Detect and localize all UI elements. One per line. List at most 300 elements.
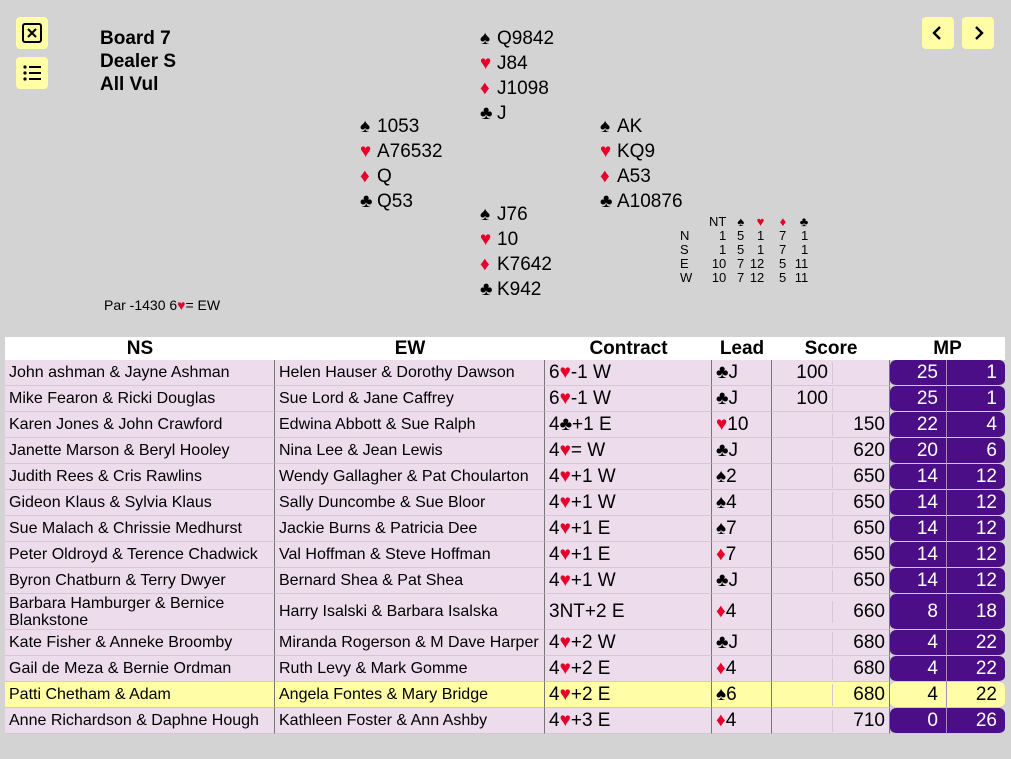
mp-ew: 4	[947, 412, 1005, 438]
hand-east	[600, 114, 683, 214]
table-row[interactable]	[5, 438, 1005, 464]
table-row[interactable]	[5, 490, 1005, 516]
score-ns	[772, 684, 833, 706]
dd-tricks: 7	[779, 228, 787, 243]
dd-row	[680, 229, 808, 243]
mp-ns: 22	[890, 412, 947, 438]
dd-tricks: 7	[737, 270, 745, 285]
score-ew: 710	[853, 709, 885, 731]
table-row[interactable]	[5, 412, 1005, 438]
north-diamonds: ♦ J1098	[480, 78, 549, 99]
score	[772, 682, 890, 708]
spade-icon: ♠	[716, 517, 727, 539]
heart-icon: ♥	[559, 569, 571, 591]
hand-west	[360, 114, 443, 214]
lead-card: 4	[725, 709, 737, 731]
ew-pair: Sue Lord & Jane Caffrey	[275, 386, 545, 412]
north-hearts: ♥ J84	[480, 53, 528, 74]
score	[772, 412, 890, 438]
club-icon: ♣	[716, 387, 729, 409]
lead-card: 4	[725, 600, 737, 622]
contract-level: 4	[549, 491, 560, 513]
contract-level: 4	[549, 569, 560, 591]
spade-icon: ♠	[480, 28, 491, 49]
col-header-lead[interactable]: Lead	[712, 337, 772, 360]
ns-pair: Patti Chetham & Adam	[5, 682, 275, 708]
mp-ns: 14	[890, 516, 947, 542]
close-box-icon	[21, 22, 43, 44]
heart-icon: ♥	[559, 683, 571, 705]
diamond-icon: ♦	[716, 657, 726, 679]
club-icon: ♣	[600, 191, 613, 212]
contract-result: +3 E	[570, 709, 611, 731]
opening-lead	[712, 386, 772, 412]
score-ew: 150	[853, 413, 885, 435]
close-button[interactable]	[16, 17, 48, 49]
spade-icon: ♠	[480, 204, 491, 225]
score-ns: 100	[772, 388, 833, 410]
north-spades: ♠ Q9842	[480, 28, 555, 49]
score-ns	[772, 710, 833, 732]
contract-result: +2 E	[570, 683, 611, 705]
opening-lead	[712, 412, 772, 438]
mp-ns: 25	[890, 386, 947, 412]
contract-result: +1 E	[570, 517, 611, 539]
ew-pair: Bernard Shea & Pat Shea	[275, 568, 545, 594]
heart-icon: ♥	[559, 517, 571, 539]
diamond-icon: ♦	[480, 78, 490, 99]
mp-ew: 12	[947, 490, 1005, 516]
dd-header-spade-icon: ♠	[737, 214, 745, 229]
opening-lead	[712, 682, 772, 708]
ns-pair: Mike Fearon & Ricki Douglas	[5, 386, 275, 412]
dd-row	[680, 257, 808, 271]
score	[772, 386, 890, 412]
mp-ew: 22	[947, 656, 1005, 682]
table-row[interactable]	[5, 360, 1005, 386]
opening-lead	[712, 568, 772, 594]
table-row[interactable]	[5, 682, 1005, 708]
heart-icon: ♥	[559, 631, 571, 653]
heart-icon: ♥	[480, 53, 492, 74]
ew-pair: Kathleen Foster & Ann Ashby	[275, 708, 545, 734]
table-row[interactable]	[5, 542, 1005, 568]
dd-header-club-icon: ♣	[799, 214, 809, 229]
col-header-contract[interactable]: Contract	[545, 337, 712, 360]
dd-tricks: 5	[737, 228, 745, 243]
table-row[interactable]	[5, 594, 1005, 630]
mp-ew: 12	[947, 568, 1005, 594]
south-clubs: ♣ K942	[480, 279, 542, 300]
club-icon: ♣	[480, 279, 493, 300]
score-ew: 650	[853, 569, 885, 591]
ew-pair: Val Hoffman & Steve Hoffman	[275, 542, 545, 568]
contract	[545, 490, 712, 516]
east-diamonds: ♦ A53	[600, 166, 651, 187]
score-ew	[833, 388, 889, 410]
west-spades: ♠ 1053	[360, 116, 420, 137]
score-ew: 680	[853, 657, 885, 679]
ew-pair: Wendy Gallagher & Pat Choularton	[275, 464, 545, 490]
contract	[545, 568, 712, 594]
ew-pair: Harry Isalski & Barbara Isalska	[275, 594, 545, 630]
contract	[545, 464, 712, 490]
diamond-icon: ♦	[360, 166, 370, 187]
score	[772, 656, 890, 682]
mp-ns: 14	[890, 542, 947, 568]
contract-result: +1 W	[570, 465, 616, 487]
contract-level: 4	[549, 683, 560, 705]
dd-header-nt: NT	[708, 214, 727, 229]
col-header-score[interactable]: Score	[772, 337, 890, 360]
contract	[545, 682, 712, 708]
heart-icon: ♥	[559, 465, 571, 487]
score	[772, 630, 890, 656]
score-ns	[772, 601, 833, 623]
club-icon: ♣	[716, 439, 729, 461]
west-clubs: ♣ Q53	[360, 191, 413, 212]
score-ns	[772, 544, 833, 566]
dd-tricks: 12	[749, 256, 765, 271]
ns-pair: Barbara Hamburger & Bernice Blankstone	[5, 594, 275, 630]
mp-ns: 4	[890, 656, 947, 682]
contract-level: 4	[549, 543, 560, 565]
ns-pair: Karen Jones & John Crawford	[5, 412, 275, 438]
lead-card: J	[728, 439, 738, 461]
ns-pair: Byron Chatburn & Terry Dwyer	[5, 568, 275, 594]
score	[772, 516, 890, 542]
opening-lead	[712, 516, 772, 542]
table-row[interactable]	[5, 516, 1005, 542]
mp-ew: 1	[947, 360, 1005, 386]
lead-card: 10	[727, 413, 749, 435]
score	[772, 708, 890, 734]
score-ew: 660	[853, 600, 885, 622]
next-board-button[interactable]	[962, 17, 994, 49]
contract-result: +2 E	[584, 600, 625, 622]
dd-row	[680, 243, 808, 257]
lead-card: 7	[725, 543, 737, 565]
table-row[interactable]	[5, 656, 1005, 682]
contract	[545, 412, 712, 438]
lead-card: 7	[726, 517, 737, 539]
club-icon: ♣	[716, 361, 729, 383]
lead-card: 4	[725, 657, 737, 679]
contract-result: -1 W	[570, 361, 611, 383]
dd-header-row	[680, 215, 808, 229]
score-ns	[772, 632, 833, 654]
ns-pair: Gail de Meza & Bernie Ordman	[5, 656, 275, 682]
opening-lead	[712, 630, 772, 656]
opening-lead	[712, 490, 772, 516]
ns-pair: Gideon Klaus & Sylvia Klaus	[5, 490, 275, 516]
score-ns	[772, 440, 833, 462]
contract	[545, 438, 712, 464]
heart-icon: ♥	[559, 387, 571, 409]
mp-ew: 1	[947, 386, 1005, 412]
mp-ew: 22	[947, 682, 1005, 708]
results-table	[5, 337, 1005, 734]
table-row[interactable]	[5, 568, 1005, 594]
contract-result: +1 W	[570, 491, 616, 513]
contract-level: 4	[549, 517, 560, 539]
score	[772, 568, 890, 594]
mp-ew: 22	[947, 630, 1005, 656]
opening-lead	[712, 360, 772, 386]
opening-lead	[712, 656, 772, 682]
heart-icon: ♥	[559, 439, 571, 461]
score	[772, 490, 890, 516]
contract	[545, 386, 712, 412]
mp-ew: 26	[947, 708, 1005, 734]
opening-lead	[712, 542, 772, 568]
dd-direction: N	[680, 228, 690, 243]
score-ew: 680	[853, 683, 885, 705]
contract-result: = W	[570, 439, 606, 461]
diamond-icon: ♦	[480, 254, 490, 275]
col-header-ew[interactable]: EW	[275, 337, 545, 360]
dd-tricks: 11	[794, 270, 809, 285]
dealer: Dealer S	[100, 51, 177, 72]
hand-north	[480, 26, 554, 126]
club-icon: ♣	[559, 413, 573, 435]
ew-pair: Nina Lee & Jean Lewis	[275, 438, 545, 464]
dd-tricks: 5	[737, 242, 745, 257]
spade-icon: ♠	[360, 116, 371, 137]
spade-icon: ♠	[716, 683, 727, 705]
dd-header-diamond-icon: ♦	[779, 214, 787, 229]
ew-pair: Miranda Rogerson & M Dave Harper	[275, 630, 545, 656]
ew-pair: Helen Hauser & Dorothy Dawson	[275, 360, 545, 386]
score-ns	[772, 518, 833, 540]
spade-icon: ♠	[600, 116, 611, 137]
lead-card: 6	[726, 683, 737, 705]
score	[772, 594, 890, 630]
score-ns: 100	[772, 362, 833, 384]
score-ew	[833, 362, 889, 384]
east-clubs: ♣ A10876	[600, 191, 683, 212]
mp-ew: 12	[947, 542, 1005, 568]
ns-pair: Sue Malach & Chrissie Medhurst	[5, 516, 275, 542]
heart-icon: ♥	[177, 297, 186, 313]
south-spades: ♠ J76	[480, 204, 528, 225]
lead-card: J	[728, 387, 738, 409]
chevron-left-icon	[930, 25, 946, 41]
lead-card: J	[728, 361, 738, 383]
contract	[545, 594, 712, 630]
ew-pair: Ruth Levy & Mark Gomme	[275, 656, 545, 682]
col-header-ns[interactable]: NS	[5, 337, 275, 360]
contract-level: 4	[549, 439, 560, 461]
dd-header-heart-icon: ♥	[756, 214, 765, 229]
dd-tricks: 1	[801, 228, 809, 243]
par-prefix: Par -1430 6	[104, 297, 178, 313]
contract	[545, 708, 712, 734]
vulnerability: All Vul	[100, 74, 159, 95]
ns-pair: Judith Rees & Cris Rawlins	[5, 464, 275, 490]
mp-ns: 8	[890, 594, 947, 630]
contract-level: 4	[549, 465, 560, 487]
contract	[545, 630, 712, 656]
lead-card: J	[728, 631, 738, 653]
ns-pair: John ashman & Jayne Ashman	[5, 360, 275, 386]
mp-ns: 14	[890, 464, 947, 490]
heart-icon: ♥	[559, 709, 571, 731]
contract-level: 6	[549, 387, 560, 409]
mp-ew: 6	[947, 438, 1005, 464]
hand-south	[480, 202, 552, 302]
ns-pair: Peter Oldroyd & Terence Chadwick	[5, 542, 275, 568]
contract	[545, 516, 712, 542]
contract-result: +2 E	[570, 657, 611, 679]
dd-direction: S	[680, 242, 689, 257]
mp-ns: 0	[890, 708, 947, 734]
dd-tricks: 10	[711, 270, 727, 285]
ns-pair: Anne Richardson & Daphne Hough	[5, 708, 275, 734]
previous-board-button[interactable]	[922, 17, 954, 49]
score-ew: 620	[853, 439, 885, 461]
dd-tricks: 7	[737, 256, 745, 271]
east-spades: ♠ AK	[600, 116, 643, 137]
heart-icon: ♥	[716, 413, 728, 435]
east-hearts: ♥ KQ9	[600, 141, 656, 162]
score	[772, 360, 890, 386]
mp-ns: 4	[890, 682, 947, 708]
diamond-icon: ♦	[600, 166, 610, 187]
spade-icon: ♠	[716, 465, 727, 487]
diamond-icon: ♦	[716, 543, 726, 565]
score-ns	[772, 466, 833, 488]
heart-icon: ♥	[559, 543, 571, 565]
ew-pair: Jackie Burns & Patricia Dee	[275, 516, 545, 542]
mp-ns: 25	[890, 360, 947, 386]
dd-tricks: 11	[794, 256, 809, 271]
dd-row	[680, 271, 808, 285]
double-dummy-table	[680, 215, 808, 285]
score-ns	[772, 492, 833, 514]
contract-result: +1 E	[572, 413, 612, 435]
par-score	[104, 297, 220, 313]
opening-lead	[712, 708, 772, 734]
score	[772, 542, 890, 568]
board-number: Board 7	[100, 28, 171, 49]
table-row[interactable]	[5, 708, 1005, 734]
contract-level: 3NT	[549, 600, 585, 622]
mp-ew: 18	[947, 594, 1005, 630]
contract	[545, 656, 712, 682]
score	[772, 464, 890, 490]
heart-icon: ♥	[600, 141, 612, 162]
ew-pair: Sally Duncombe & Sue Bloor	[275, 490, 545, 516]
opening-lead	[712, 438, 772, 464]
lead-card: 4	[726, 491, 737, 513]
score	[772, 438, 890, 464]
dd-tricks: 7	[779, 242, 787, 257]
heart-icon: ♥	[559, 361, 571, 383]
table-row[interactable]	[5, 464, 1005, 490]
chevron-right-icon	[970, 25, 986, 41]
score-ew: 650	[853, 491, 885, 513]
list-icon	[21, 62, 43, 84]
contract-result: +1 W	[570, 569, 616, 591]
dd-tricks: 5	[779, 256, 787, 271]
club-icon: ♣	[480, 103, 493, 124]
score-ew: 650	[853, 517, 885, 539]
board-info	[100, 27, 176, 96]
ew-pair: Edwina Abbott & Sue Ralph	[275, 412, 545, 438]
opening-lead	[712, 594, 772, 630]
mp-ns: 14	[890, 568, 947, 594]
mp-ns: 4	[890, 630, 947, 656]
results-header-row	[5, 337, 1005, 360]
dd-tricks: 10	[711, 256, 727, 271]
score-ns	[772, 658, 833, 680]
table-row[interactable]	[5, 630, 1005, 656]
mp-ew: 12	[947, 464, 1005, 490]
diamond-icon: ♦	[716, 600, 726, 622]
club-icon: ♣	[716, 631, 729, 653]
dd-tricks: 1	[719, 242, 727, 257]
contract	[545, 360, 712, 386]
dd-tricks: 5	[779, 270, 787, 285]
contract-result: -1 W	[570, 387, 611, 409]
contract-result: +2 W	[570, 631, 616, 653]
heart-icon: ♥	[480, 229, 492, 250]
dd-tricks: 1	[719, 228, 727, 243]
club-icon: ♣	[716, 569, 729, 591]
ew-pair: Angela Fontes & Mary Bridge	[275, 682, 545, 708]
dd-tricks: 1	[757, 242, 765, 257]
west-hearts: ♥ A76532	[360, 141, 443, 162]
mp-ew: 12	[947, 516, 1005, 542]
lead-card: J	[728, 569, 738, 591]
list-button[interactable]	[16, 57, 48, 89]
mp-ns: 14	[890, 490, 947, 516]
contract-result: +1 E	[570, 543, 611, 565]
dd-tricks: 12	[749, 270, 765, 285]
south-hearts: ♥ 10	[480, 229, 519, 250]
west-diamonds: ♦ Q	[360, 166, 392, 187]
ns-pair: Janette Marson & Beryl Hooley	[5, 438, 275, 464]
contract-level: 4	[549, 631, 560, 653]
heart-icon: ♥	[360, 141, 372, 162]
col-header-mp[interactable]: MP	[890, 337, 1005, 360]
score-ns	[772, 414, 833, 436]
contract-level: 4	[549, 413, 560, 435]
score-ew: 650	[853, 543, 885, 565]
contract-level: 4	[549, 709, 560, 731]
score-ew: 650	[853, 465, 885, 487]
heart-icon: ♥	[559, 657, 571, 679]
dd-direction: W	[680, 270, 693, 285]
mp-ns: 20	[890, 438, 947, 464]
table-row[interactable]	[5, 386, 1005, 412]
lead-card: 2	[726, 465, 737, 487]
south-diamonds: ♦ K7642	[480, 254, 552, 275]
contract	[545, 542, 712, 568]
opening-lead	[712, 464, 772, 490]
dd-direction: E	[680, 256, 689, 271]
score-ns	[772, 570, 833, 592]
ns-pair: Kate Fisher & Anneke Broomby	[5, 630, 275, 656]
score-ew: 680	[853, 631, 885, 653]
par-suffix: = EW	[185, 297, 221, 313]
dd-tricks: 1	[801, 242, 809, 257]
club-icon: ♣	[360, 191, 373, 212]
contract-level: 6	[549, 361, 560, 383]
dd-tricks: 1	[757, 228, 765, 243]
north-clubs: ♣ J	[480, 103, 507, 124]
